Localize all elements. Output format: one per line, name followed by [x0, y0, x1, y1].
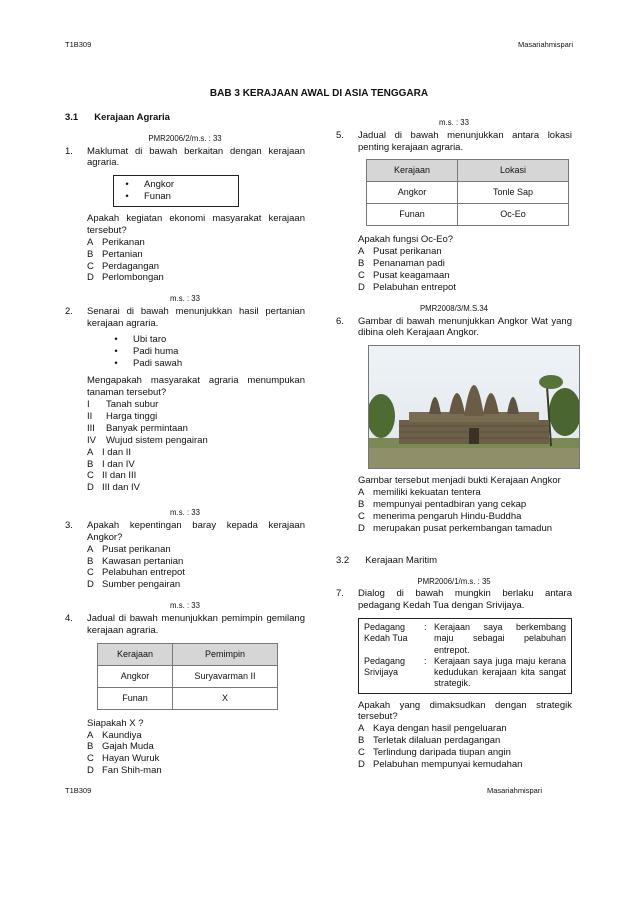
table-header-cell: Pemimpin [173, 643, 278, 665]
q5-reference: m.s. : 33 [439, 118, 469, 127]
q4-question: Siapakah X ? [87, 717, 144, 729]
q2-option-b[interactable]: B I dan IV [87, 458, 135, 470]
q6-reference: PMR2008/3/M.S.34 [419, 303, 489, 313]
q2-option-a[interactable]: A I dan II [87, 446, 132, 458]
q2-stem [65, 306, 305, 330]
q7-option-b[interactable]: B Terletak dilaluan perdagangan [358, 735, 501, 747]
q6-option-a[interactable]: A memiliki kekuatan tentera [358, 487, 481, 499]
dialog-speaker: Pedagang Srivijaya [364, 655, 406, 678]
dialog-line: Pedagang Srivijaya : Kerajaan saya juga maju kerana kedudukan kerajaan kita sangat strategik. [364, 655, 566, 689]
q2-option-d[interactable]: D III dan IV [87, 482, 141, 494]
q7-option-d[interactable]: D Pelabuhan mempunyai kemudahan [358, 758, 523, 770]
q4-body [87, 643, 305, 777]
q6-option-c[interactable]: C menerima pengaruh Hindu-Buddha [358, 510, 522, 522]
q5-number: 5. [336, 129, 344, 141]
q7-body [358, 618, 572, 771]
q6-body [358, 345, 572, 534]
q6-option-b[interactable]: B mempunyai pentadbiran yang cekap [358, 499, 527, 511]
section-number: 3.2 [336, 554, 350, 566]
q4-option-b[interactable]: B Gajah Muda [87, 741, 154, 753]
dialog-text: Kerajaan saya juga maju kerana kedudukan kerajaan kita sangat strategik. [434, 655, 566, 689]
section-label: Kerajaan Maritim [365, 554, 438, 566]
q5-option-b[interactable]: B Penanaman padi [358, 258, 445, 270]
q7-dialog-box [358, 618, 572, 694]
q1-reference: PMR2006/2/m.s. : 33 [148, 133, 222, 143]
q2-reference: m.s. : 33 [170, 294, 200, 304]
q4-number: 4. [65, 612, 73, 624]
q6-question: Gambar tersebut menjadi bukti Kerajaan Angkor [358, 475, 561, 487]
table-header-cell: Kerajaan [98, 643, 173, 665]
q4-stem [65, 613, 305, 637]
q5-option-a[interactable]: A Pusat perikanan [358, 246, 442, 258]
table-header-cell: Kerajaan [367, 160, 458, 182]
q7-reference: PMR2006/1/m.s. : 35 [417, 576, 491, 586]
q2-question: Mengapakah masyarakat agraria menumpukan tanaman tersebut? [87, 375, 305, 399]
q1-number: 1. [65, 145, 73, 157]
q3-body [87, 544, 305, 592]
q7-stem [336, 588, 572, 612]
q6-option-d[interactable]: D merupakan pusat perkembangan tamadun [358, 522, 553, 534]
q3-option-b[interactable]: B Kawasan pertanian [87, 555, 184, 567]
q1-option-d[interactable]: D Perlombongan [87, 272, 164, 284]
q2-roman-2: II Harga tinggi [87, 411, 158, 423]
q1-option-b[interactable]: B Pertanian [87, 248, 143, 260]
table-cell: Suryavarman II [173, 665, 278, 687]
table-cell: Tonle Sap [458, 182, 569, 204]
q5-text: Jadual di bawah menunjukkan antara lokasi penting kerajaan agraria. [358, 129, 572, 153]
chapter-title: BAB 3 KERAJAAN AWAL DI ASIA TENGGARA [209, 88, 429, 99]
q1-bullet-box [113, 175, 239, 207]
table-header-row [367, 160, 569, 182]
q2-roman-4: IV Wujud sistem pengairan [87, 434, 208, 446]
table-row [367, 182, 569, 204]
q2-roman-1: I Tanah subur [87, 399, 159, 411]
bullet-item: • Padi huma [114, 345, 179, 357]
q7-option-c[interactable]: C Terlindung daripada tiupan angin [358, 747, 511, 759]
table-row [98, 665, 278, 687]
q6-number: 6. [336, 315, 344, 327]
q1-text: Maklumat di bawah berkaitan dengan kerajaan agraria. [87, 145, 305, 169]
header-right: Masariahmispari [517, 40, 573, 49]
q4-text: Jadual di bawah menunjukkan pemimpin gemilang kerajaan agraria. [87, 612, 305, 636]
table-cell: X [173, 687, 278, 709]
section-heading-maritim [336, 555, 572, 567]
q4-option-a[interactable]: A Kaundiya [87, 729, 142, 741]
section-number: 3.1 [65, 112, 79, 123]
q4-table [97, 643, 278, 710]
q5-question: Apakah fungsi Oc-Eo? [358, 234, 454, 246]
bullet-item: • Ubi taro [114, 333, 167, 345]
table-header-row [98, 643, 278, 665]
footer-left: T1B309 [65, 786, 92, 795]
q3-stem [65, 520, 305, 544]
q4-reference: m.s. : 33 [170, 601, 200, 611]
q4-option-c[interactable]: C Hayan Wuruk [87, 753, 160, 765]
q4-option-d[interactable]: D Fan Shih-man [87, 765, 162, 777]
dialog-line: Pedagang Kedah Tua : Kerajaan saya berkembang maju sebagai pelabuhan entrepot. [364, 622, 566, 655]
section-label: Kerajaan Agraria [94, 112, 170, 123]
q1-option-a[interactable]: A Perikanan [87, 236, 145, 248]
q3-number: 3. [65, 519, 73, 531]
q3-reference: m.s. : 33 [170, 508, 200, 518]
table-cell: Angkor [98, 665, 173, 687]
bullet-item: • Padi sawah [114, 357, 183, 369]
q3-option-a[interactable]: A Pusat perikanan [87, 543, 171, 555]
q3-option-d[interactable]: D Sumber pengairan [87, 579, 181, 591]
q2-roman-3: III Banyak permintaan [87, 422, 188, 434]
table-cell: Funan [98, 687, 173, 709]
dialog-text: Kerajaan saya berkembang maju sebagai pelabuhan entrepot. [434, 622, 566, 655]
table-cell: Oc-Eo [458, 204, 569, 226]
temple-illustration [369, 346, 579, 468]
q2-bullet-list [109, 334, 305, 370]
dialog-speaker: Pedagang Kedah Tua [364, 622, 408, 644]
table-row [367, 204, 569, 226]
q7-number: 7. [336, 588, 344, 600]
q3-text: Apakah kepentingan baray kepada kerajaan Angkor? [87, 519, 305, 543]
q5-stem [336, 130, 572, 154]
section-heading-agraria [65, 112, 305, 124]
table-cell: Angkor [367, 182, 458, 204]
q2-option-c[interactable]: C II dan III [87, 470, 137, 482]
q7-question: Apakah yang dimaksudkan dengan strategik tersebut? [358, 699, 572, 723]
left-column [65, 112, 305, 777]
q5-option-c[interactable]: C Pusat keagamaan [358, 270, 450, 282]
q7-text: Dialog di bawah mungkin berlaku antara pedagang Kedah Tua dengan Srivijaya. [358, 588, 572, 612]
table-header-cell: Lokasi [458, 160, 569, 182]
q6-text: Gambar di bawah menunjukkan Angkor Wat yang dibina oleh Kerajaan Angkor. [358, 315, 572, 339]
q3-option-c[interactable]: C Pelabuhan entrepot [87, 567, 185, 579]
q5-table [366, 159, 569, 226]
footer-right: Masariahmispari [486, 786, 542, 795]
q7-option-a[interactable]: A Kaya dengan hasil pengeluaran [358, 723, 507, 735]
table-row [98, 687, 278, 709]
q2-body [87, 375, 305, 494]
bullet-item: • Funan [125, 191, 171, 203]
q2-number: 2. [65, 306, 73, 318]
q1-body [87, 213, 305, 284]
table-cell: Funan [367, 204, 458, 226]
q6-stem [336, 316, 572, 340]
right-column [336, 118, 572, 771]
header-left: T1B309 [65, 40, 92, 49]
q5-body [358, 159, 572, 293]
angkor-wat-photo [368, 345, 580, 469]
q1-option-c[interactable]: C Perdagangan [87, 260, 160, 272]
bullet-item: • Angkor [125, 179, 175, 191]
q1-question: Apakah kegiatan ekonomi masyarakat kerajaan tersebut? [87, 213, 305, 236]
q5-option-d[interactable]: D Pelabuhan entrepot [358, 281, 456, 293]
q2-text: Senarai di bawah menunjukkan hasil pertanian kerajaan agraria. [87, 306, 305, 329]
q1-stem [65, 146, 305, 170]
